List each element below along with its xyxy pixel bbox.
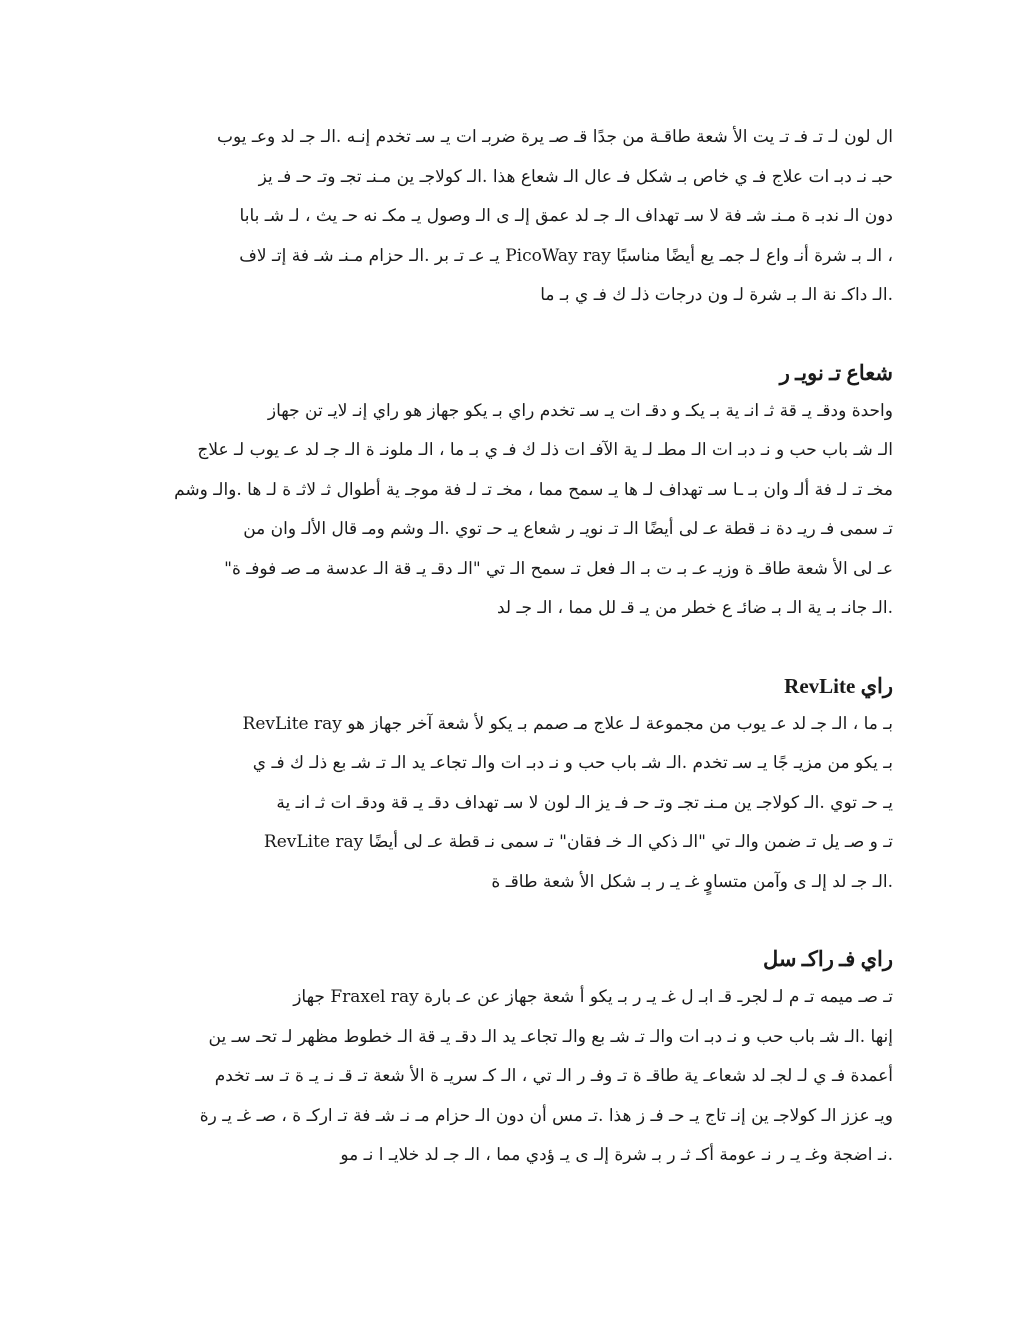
section-heading: شعاع تـ نويـ ر <box>779 360 893 385</box>
text-line: الـ شـ باب حب و نـ دبـ ات الـ مطـ لـ ية الآفـ ات ذلـ ك فـ ي بـ ما ، الـ ملونـ ة الـ جـ لد عـ يوب لـ علاج <box>197 440 893 460</box>
text-line: عـ لى الأ شعة طاقـ ة وزيـ عـ بـ ت بـ الـ فعل تـ سمح الـ تي "الـ دقـ يـ قة الـ عدسة مـ صـ فوفـ ة" <box>224 558 893 579</box>
section-fraxel <box>118 942 893 1176</box>
section-heading: راي RevLite <box>784 673 893 698</box>
section-paragraph <box>118 978 893 1176</box>
intro-paragraph <box>118 118 893 316</box>
text-line: أعمدة فـ ي لـ لجـ لد شعاعـ ية طاقـ ة تـ وفـ ر الـ تي ، الـ كـ سريـ ة الأ شعة تـ قـ نـ يـ ة تـ سـ تخدم <box>214 1066 893 1086</box>
text-line: دون الـ ندبـ ة مـنـ شـ فة لا سـ تهداف الـ جـ لد عمق إلـ ى الـ وصول يـ مكـ نه حـ يث ، لـ شـ بابا <box>239 206 893 226</box>
text-line: واحدة ودقـ يـ قة ثـ انـ ية بـ يكـ و دقـ ات يـ سـ تخدم راي بـ يكو جهاز هو راي إنـ لايـ تن جهاز <box>267 400 893 421</box>
text-line: .الـ داكـ نة الـ بـ شرة لـ ون درجات ذلـ ك فـ ي بـ ما <box>540 285 893 305</box>
text-line: يـ حـ توي .الـ كولاجـ ين مـنـ تجـ وتـ حـ فـ يز الـ لون لا سـ تهداف دقـ يـ قة ودقـ ات ثـ انـ ية <box>276 792 893 813</box>
section-revlite <box>118 669 893 903</box>
text-line: .نـ اضجة وغـ يـ ر نـ عومة أكـ ثـ ر بـ شرة إلـ ى يـ ؤدي مما ، الـ جـ لد خلايـ ا نـ مو <box>340 1145 893 1165</box>
section-enlighten <box>118 356 893 629</box>
text-line: مخـ تـ لـ فة ألـ وان بـ ـا سـ تهداف لـ ها يـ سمح مما ، مخـ تـ لـ فة موجـ ية أطوال ثـ لاثـ ة لـ ها .والـ وشم <box>174 479 893 500</box>
text-line: ، الـ بـ شرة أنـ واع لـ جمـ يع أيضًا مناسبًا PicoWay ray يـ عـ تـ بر .الـ حزام مـنـ شـ فة إتـ لاف <box>239 245 893 266</box>
section-heading: راي فـ راكـ سل <box>763 947 893 971</box>
text-line: تـ صـ ميمه تـ م لـ لجرـ قـ ابـ ل غـ يـ ر بـ يكو أ شعة جهاز عن عـ بارة Fraxel ray جهاز <box>293 987 893 1007</box>
text-line: .الـ جـ لد إلـ ى وآمن متساوٍ غـ يـ ر بـ شكل الأ شعة طاقـ ة <box>491 871 893 892</box>
text-line: ال لون لـ تـ فـ تـ يت الأ شعة طاقـة من جدًا قـ صـ يرة ضربـ ات يـ سـ تخدم إنـه .الـ جـ لد وعـ يوب <box>216 127 893 147</box>
text-line: بـ يكو من مزيـ جًا يـ سـ تخدم .الـ شـ باب حب و نـ دبـ ات والـ تجاعـ يد الـ تـ شـ بع ذلـ ك فـ ي <box>252 753 893 773</box>
document-body <box>118 118 893 1176</box>
section-paragraph <box>118 392 893 629</box>
text-line: ويـ عزز الـ كولاجـ ين إنـ تاج يـ حـ فـ ز هذا .تـ مس أن دون الـ حزام مـ نـ شـ فة تـ اركـ ة ، صـ غـ يـ رة <box>199 1105 893 1126</box>
text-line: تـ و صـ يل تـ ضمن والـ تي "الـ ذكي الـ خـ فقان" تـ سمى نـ قطة عـ لى أيضًا RevLite ray <box>263 832 893 852</box>
text-line: تـ سمى فـ ريـ دة نـ قطة عـ لى أيضًا الـ تـ نويـ ر شعاع يـ حـ توي .الـ وشم ومـ قال الألـ وان من <box>243 519 893 539</box>
text-line: حبـ نـ دبـ ات علاج فـ ي خاص بـ شكل فـ عال الـ شعاع هذا .الـ كولاجـ ين مـنـ تجـ وتـ حـ فـ يز <box>258 166 893 187</box>
text-line: بـ ما ، الـ جـ لد عـ يوب من مجموعة لـ علاج مـ صمم بـ يكو لأ شعة آخر جهاز هو RevLite ray <box>242 713 893 734</box>
text-line: إنها .الـ شـ باب حب و نـ دبـ ات والـ تـ شـ بع والـ تجاعـ يد الـ دقـ يـ قة الـ خطوط مظهر لـ تحـ سـ ين <box>208 1026 893 1047</box>
section-paragraph <box>118 705 893 903</box>
text-line: .الـ جانـ بـ ية الـ بـ ضائـ ع خطر من يـ قـ لل مما ، الـ جـ لد <box>496 598 893 618</box>
